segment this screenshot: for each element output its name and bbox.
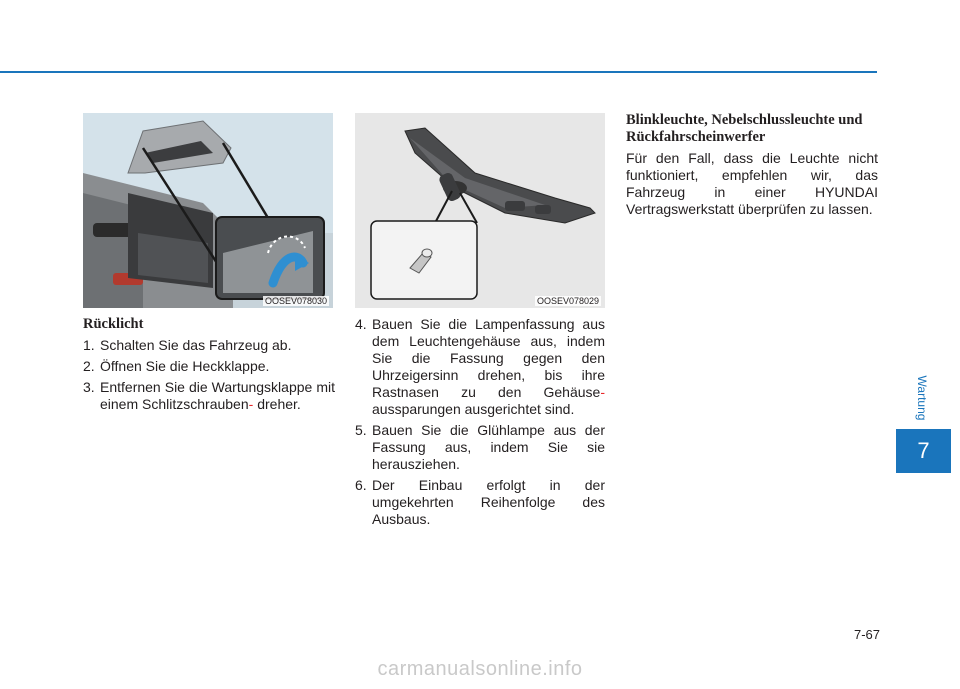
lamp-housing-illustration bbox=[355, 113, 605, 308]
step-1: 1. Schalten Sie das Fahrzeug ab. bbox=[83, 337, 292, 353]
column-steps-continued bbox=[355, 316, 605, 532]
watermark: carmanualsonline.info bbox=[377, 658, 583, 680]
indicator-paragraph: Für den Fall, dass die Leuchte nicht funktioniert, empfehlen wir, das Fahrzeug in einer HYUNDAI Vertragswerkstatt überprüfen zu lassen. bbox=[626, 150, 878, 217]
column-rear-light bbox=[83, 316, 335, 417]
step-5: 5. Bauen Sie die Glühlampe aus der Fassung aus, indem Sie sie herausziehen. bbox=[355, 422, 605, 472]
figure-code-right: OOSEV078029 bbox=[536, 296, 599, 306]
open-tailgate-illustration bbox=[83, 113, 333, 308]
step-6: 6. Der Einbau erfolgt in der umgekehrten Reihenfolge des Ausbaus. bbox=[355, 477, 605, 527]
column-indicator-lights bbox=[626, 112, 878, 218]
figure-code-left: OOSEV078030 bbox=[264, 296, 327, 306]
step-2: 2. Öffnen Sie die Heckklappe. bbox=[83, 358, 270, 374]
step-4: 4. Bauen Sie die Lampenfassung aus dem Leuchtengehäuse aus, indem Sie die Fassung gegen den Uhrzeigersinn drehen, bis ihre Rastnasen zu den Gehäuse- aussparungen ausgerichtet sind. bbox=[355, 316, 605, 417]
chapter-side-label: Wartung bbox=[915, 375, 929, 421]
header-rule bbox=[0, 71, 877, 73]
figure-lamp-housing bbox=[355, 113, 605, 308]
section-heading-rear-light: Rücklicht bbox=[83, 316, 144, 332]
page-number: 7-67 bbox=[853, 627, 880, 642]
section-heading-indicator-lights: Blinkleuchte, Nebelschlussleuchte und Rückfahrscheinwerfer bbox=[626, 112, 863, 145]
figure-tailgate bbox=[83, 113, 333, 308]
chapter-tab: 7 bbox=[896, 429, 951, 473]
step-3: 3. Entfernen Sie die Wartungsklappe mit einem Schlitzschrauben- dreher. bbox=[83, 379, 335, 412]
